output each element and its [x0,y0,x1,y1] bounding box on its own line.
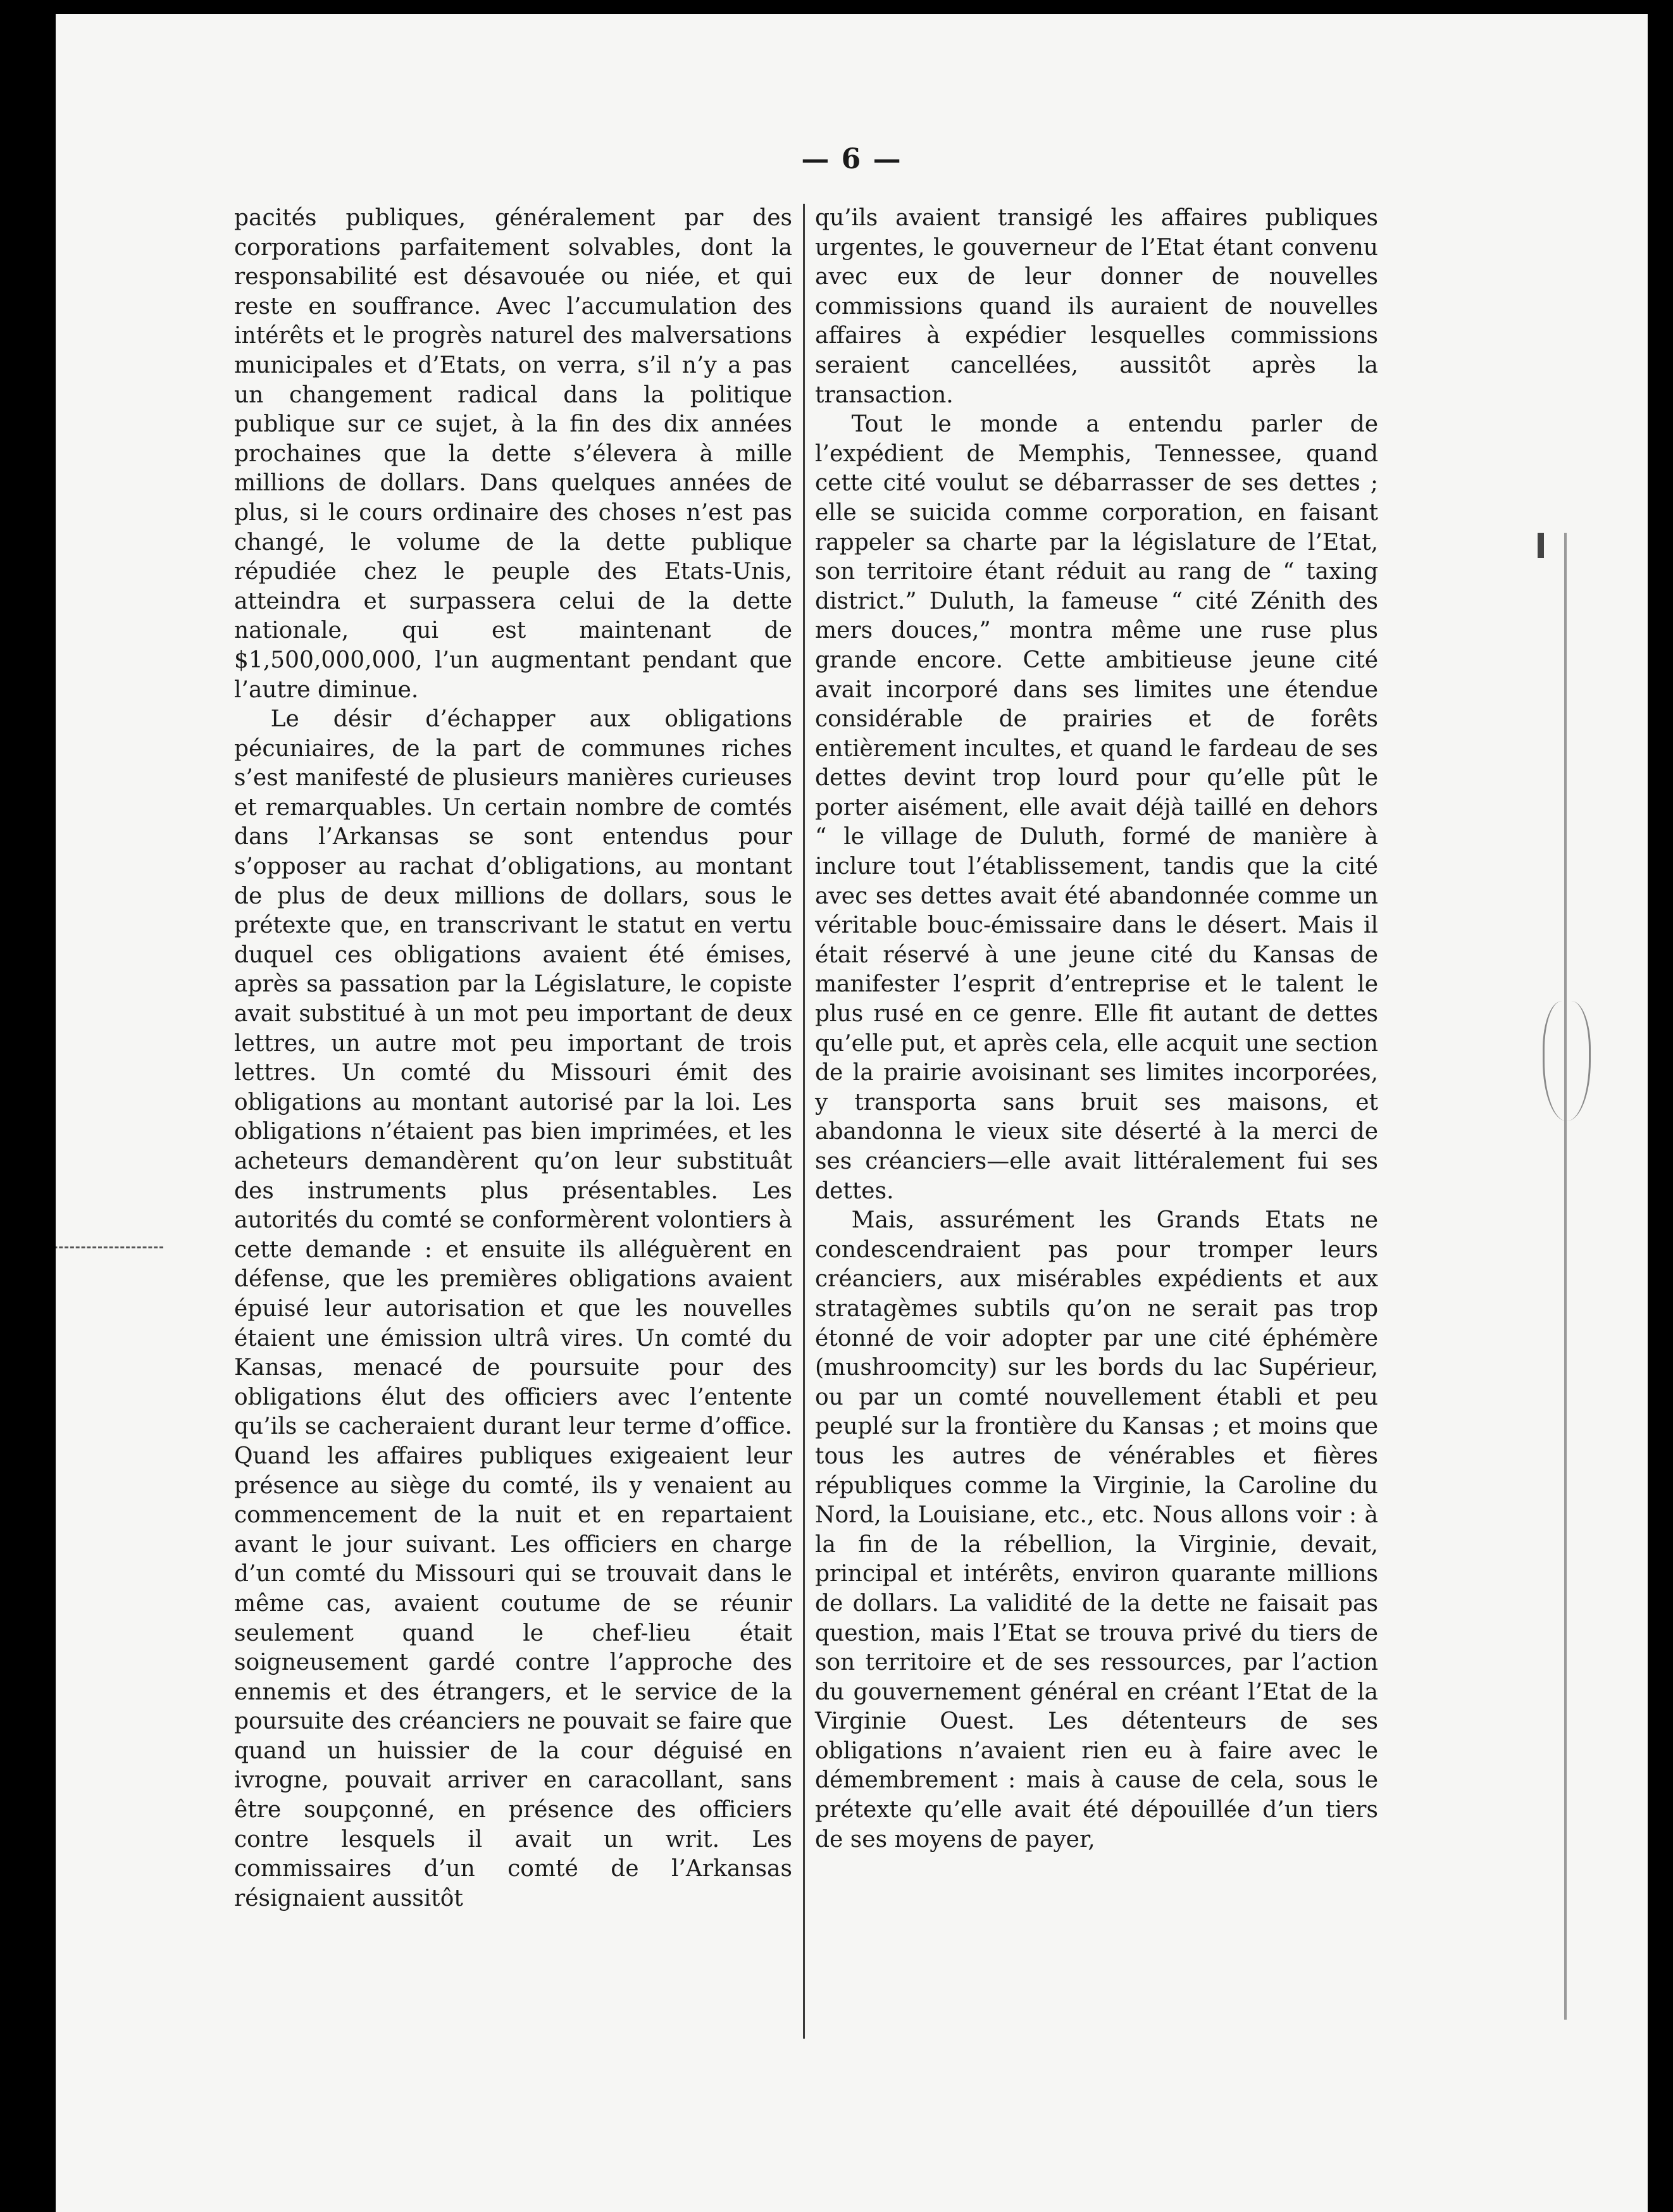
column-divider [803,204,805,2039]
binding-string [1564,533,1567,2020]
right-paragraph-1: qu’ils avaient transigé les affaires publiques urgentes, le gouverneur de l’Etat étant convenu avec eux de leur donner de nouvelles commissions quand ils auraient de nouvelles affaires à expédier lesquelles commissions seraient cancellées, aussitôt après la transaction. [815,205,1378,408]
right-column [815,204,1378,1855]
right-paragraph-2: Tout le monde a entendu parler de l’expédient de Memphis, Tennessee, quand cette cité voulut se débarrasser de ses dettes ; elle se suicida comme corporation, en faisant rappeler sa charte par la législature de l’Etat, son territoire étant réduit au rang de “ taxing district.” Duluth, la fameuse “ cité Zénith des mers douces,” montra même une ruse plus grande encore. Cette ambitieuse jeune cité avait incorporé dans ses limites une étendue considérable de prairies et de forêts entièrement incultes, et quand le fardeau de ses dettes devint trop lourd pour qu’elle pût le porter aisément, elle avait déjà taillé en dehors “ le village de Duluth, formé de manière à inclure tout l’établissement, tandis que la cité avec ses dettes avait été abandonnée comme un véritable bouc-émissaire dans le désert. Mais il était réservé à une jeune cité du Kansas de manifester l’esprit d’entreprise et le talent le plus rusé en ce genre. Elle fit autant de dettes qu’elle put, et après cela, elle acquit une section de la prairie avoisinant ses limites incorporées, y transporta sans bruit ses maisons, et abandonna le vieux site déserté à la merci de ses créanciers—elle avait littéralement fui ses dettes. [815,411,1378,1204]
margin-tick-mark [1538,533,1544,558]
page-number: — 6 — [801,143,902,175]
left-paragraph-2: Le désir d’échapper aux obligations pécuniaires, de la part de communes riches s’est manifesté de plusieurs manières curieuses et remarquables. Un certain nombre de comtés dans l’Arkansas se sont entendus pour s’opposer au rachat d’obligations, au montant de plus de deux millions de dollars, sous le prétexte que, en transcrivant le statut en vertu duquel ces obligations avaient été émises, après sa passation par la Législature, le copiste avait substitué à un mot peu important de deux lettres, un autre mot peu important de trois lettres. Un comté du Missouri émit des obligations au montant autorisé par la loi. Les obligations n’étaient pas bien imprimées, et les acheteurs demandèrent qu’on leur substituât des instruments plus présentables. Les autorités du comté se conformèrent volontiers à cette demande : et ensuite ils alléguèrent en défense, que les premières obligations avaient épuisé leur autorisation et que les nouvelles étaient une émission ultrâ vires. Un comté du Kansas, menacé de poursuite pour des obligations élut des officiers avec l’entente qu’ils se cacheraient durant leur terme d’office. Quand les affaires publiques exigeaient leur présence au siège du comté, ils y venaient au commencement de la nuit et en repartaient avant le jour suivant. Les officiers en charge d’un comté du Missouri qui se trouvait dans le même cas, avaient coutume de se réunir seulement quand le chef-lieu était soigneusement gardé contre l’approche des ennemis et des étrangers, et le service de la poursuite des créanciers ne pouvait se faire que quand un huissier de la cour déguisé en ivrogne, pouvait arriver en caracollant, sans être soupçonné, en présence des officiers contre lesquels il avait un writ. Les commissaires d’un comté de l’Arkansas résignaient aussitôt [234,706,792,1911]
left-column [234,204,792,1913]
margin-dashed-mark [56,1246,163,1248]
right-paragraph-3: Mais, assurément les Grands Etats ne condescendraient pas pour tromper leurs créanciers, aux misérables expédients et aux stratagèmes subtils qu’on ne serait pas trop étonné de voir adopter par une cité éphémère (mushroomcity) sur les bords du lac Supérieur, ou par un comté nouvellement établi et peu peuplé sur la frontière du Kansas ; et moins que tous les autres de vénérables et fières républiques comme la Virginie, la Caroline du Nord, la Louisiane, etc., etc. Nous allons voir : à la fin de la rébellion, la Virginie, devait, principal et intérêts, environ quarante millions de dollars. La validité de la dette ne faisait pas question, mais l’Etat se trouva privé du tiers de son territoire et de ses ressources, par l’action du gouvernement général en créant l’Etat de la Virginie Ouest. Les détenteurs de ses obligations n’avaient rien eu à faire avec le démembrement : mais à cause de cela, sous le prétexte qu’elle avait été dépouillée d’un tiers de ses moyens de payer, [815,1207,1378,1853]
scanned-page [56,14,1648,2212]
binding-string-loop [1543,1001,1591,1121]
left-paragraph-1: pacités publiques, généralement par des corporations parfaitement solvables, dont la responsabilité est désavouée ou niée, et qui reste en souffrance. Avec l’accumulation des intérêts et le progrès naturel des malversations municipales et d’Etats, on verra, s’il n’y a pas un changement radical dans la politique publique sur ce sujet, à la fin des dix années prochaines que la dette s’élevera à mille millions de dollars. Dans quelques années de plus, si le cours ordinaire des choses n’est pas changé, le volume de la dette publique répudiée chez le peuple des Etats-Unis, atteindra et surpassera celui de la dette nationale, qui est maintenant de $1,500,000,000, l’un augmentant pendant que l’autre diminue. [234,205,792,703]
